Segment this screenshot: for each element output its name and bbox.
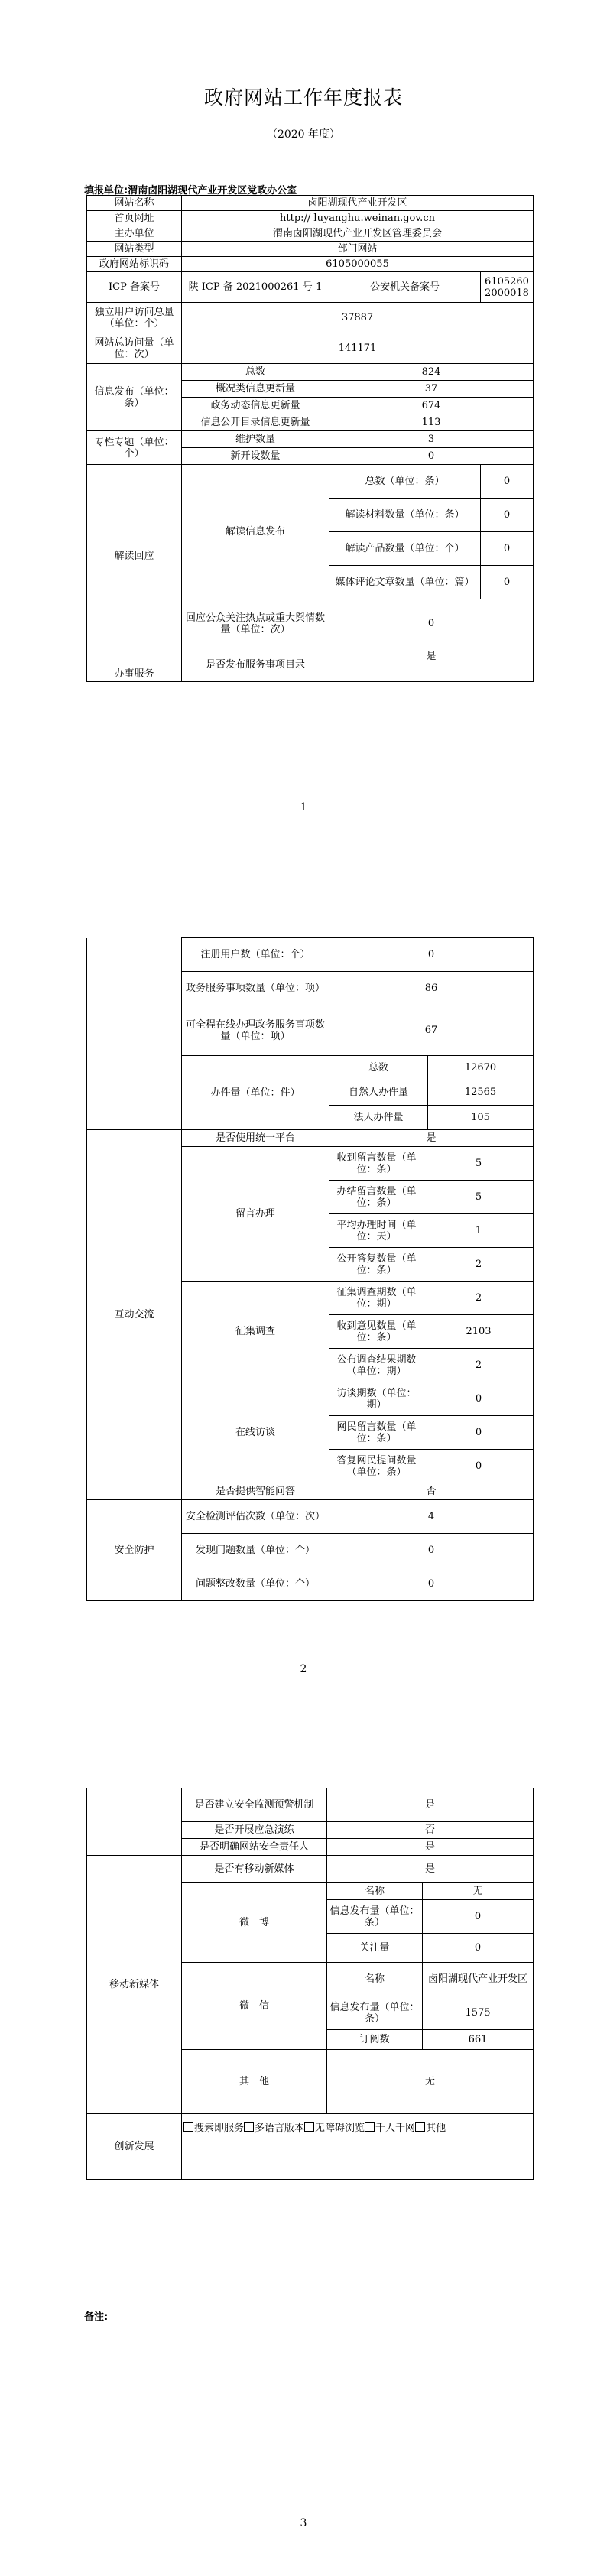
weibo-label: 微 博 <box>182 1883 327 1963</box>
total-visits-label: 网站总访问量（单位：次） <box>87 333 182 364</box>
talk-msgs-value: 0 <box>424 1416 534 1450</box>
catalog-update-value: 113 <box>329 414 534 431</box>
talk-count-value: 0 <box>424 1382 534 1416</box>
option-other[interactable]: 其他 <box>415 2123 446 2134</box>
option-accessibility[interactable]: 无障碍浏览 <box>304 2123 365 2134</box>
homepage-url-value: http:// luyanghu.weinan.gov.cn <box>182 211 534 226</box>
issues-fixed-label: 问题整改数量（单位：个） <box>182 1567 329 1601</box>
interpret-product-value: 0 <box>481 532 534 566</box>
response-value: 0 <box>329 599 534 648</box>
online-items-label: 可全程在线办理政务服务事项数量（单位：项） <box>182 1005 329 1056</box>
weibo-posts-label: 信息发布量（单位：条） <box>327 1900 423 1934</box>
news-update-value: 674 <box>329 398 534 414</box>
wechat-label: 微 信 <box>182 1963 327 2050</box>
innovation-options <box>182 2114 534 2180</box>
msg-received-value: 5 <box>424 1147 534 1181</box>
survey-opinions-value: 2103 <box>424 1315 534 1349</box>
survey-results-label: 公布调查结果期数（单位：期） <box>329 1349 424 1382</box>
interaction-label: 互动交流 <box>87 1130 182 1500</box>
interpret-product-label: 解读产品数量（单位：个） <box>329 532 481 566</box>
publish-label: 信息发布（单位：条） <box>87 364 182 431</box>
msg-public-value: 2 <box>424 1248 534 1282</box>
responsible-person-value: 是 <box>327 1839 534 1856</box>
special-maintain-label: 维护数量 <box>182 431 329 448</box>
security-checks-label: 安全检测评估次数（单位：次） <box>182 1500 329 1534</box>
weibo-name-value: 无 <box>423 1883 534 1900</box>
msg-days-label: 平均办理时间（单位：天） <box>329 1214 424 1248</box>
drill-label: 是否开展应急演练 <box>182 1822 327 1839</box>
weibo-follow-value: 0 <box>423 1934 534 1963</box>
news-update-label: 政务动态信息更新量 <box>182 398 329 414</box>
new-media-label: 移动新媒体 <box>87 1856 182 2114</box>
registered-users-label: 注册用户数（单位：个） <box>182 938 329 972</box>
survey-count-label: 征集调查期数（单位：期） <box>329 1282 424 1315</box>
security-label: 安全防护 <box>87 1500 182 1601</box>
security-label-p3 <box>87 1788 182 1856</box>
total-visits-value: 141171 <box>182 333 534 364</box>
option-personalized[interactable]: 千人千网 <box>365 2123 415 2134</box>
has-new-media-value: 是 <box>327 1856 534 1883</box>
wechat-name-label: 名称 <box>327 1963 423 1996</box>
site-type-value: 部门网站 <box>182 242 534 257</box>
weibo-posts-value: 0 <box>423 1900 534 1934</box>
wechat-subs-value: 661 <box>423 2030 534 2050</box>
smart-qa-label: 是否提供智能问答 <box>182 1483 329 1500</box>
unique-visitors-label: 独立用户访问总量（单位：个） <box>87 303 182 333</box>
publish-total-label: 总数 <box>182 364 329 381</box>
interpret-total-value: 0 <box>481 465 534 499</box>
survey-results-value: 2 <box>424 1349 534 1382</box>
online-interview-label: 在线访谈 <box>182 1382 329 1483</box>
service-catalog-value: 是 <box>329 648 534 682</box>
special-new-label: 新开设数量 <box>182 448 329 465</box>
host-org-label: 主办单位 <box>87 226 182 242</box>
cases-person-label: 自然人办件量 <box>329 1080 428 1106</box>
online-items-value: 67 <box>329 1005 534 1056</box>
responsible-person-label: 是否明确网站安全责任人 <box>182 1839 327 1856</box>
page-number-2: 2 <box>300 1663 307 1675</box>
monitor-label: 是否建立安全监测预警机制 <box>182 1788 327 1822</box>
remarks: 备注: <box>84 2311 109 2323</box>
page-number-3: 3 <box>300 2517 307 2529</box>
host-org-value: 渭南卤阳湖现代产业开发区管理委员会 <box>182 226 534 242</box>
wechat-posts-label: 信息发布量（单位：条） <box>327 1996 423 2030</box>
weibo-follow-label: 关注量 <box>327 1934 423 1963</box>
cases-person-value: 12565 <box>428 1080 534 1106</box>
report-table-page3 <box>86 1788 534 2180</box>
interpret-material-value: 0 <box>481 499 534 532</box>
smart-qa-value: 否 <box>329 1483 534 1500</box>
security-checks-value: 4 <box>329 1500 534 1534</box>
special-new-value: 0 <box>329 448 534 465</box>
interpret-publish-label: 解读信息发布 <box>182 465 329 599</box>
site-type-label: 网站类型 <box>87 242 182 257</box>
talk-count-label: 访谈期数（单位：期） <box>329 1382 424 1416</box>
other-media-label: 其 他 <box>182 2050 327 2114</box>
has-new-media-label: 是否有移动新媒体 <box>182 1856 327 1883</box>
police-record-label: 公安机关备案号 <box>329 272 481 303</box>
interpret-label: 解读回应 <box>87 465 182 648</box>
service-label-p2 <box>87 938 182 1130</box>
overview-update-label: 概况类信息更新量 <box>182 381 329 398</box>
wechat-subs-label: 订阅数 <box>327 2030 423 2050</box>
unified-platform-value: 是 <box>329 1130 534 1147</box>
drill-value: 否 <box>327 1822 534 1839</box>
checkbox-icon <box>183 2122 193 2132</box>
cases-total-value: 12670 <box>428 1056 534 1080</box>
msg-received-label: 收到留言数量（单位：条） <box>329 1147 424 1181</box>
icp-value: 陕 ICP 备 2021000261 号-1 <box>182 272 329 303</box>
issues-fixed-value: 0 <box>329 1567 534 1601</box>
talk-msgs-label: 网民留言数量（单位：条） <box>329 1416 424 1450</box>
cases-legal-label: 法人办件量 <box>329 1105 428 1129</box>
report-year: （2020 年度） <box>266 128 341 141</box>
site-name-label: 网站名称 <box>87 196 182 211</box>
talk-answers-label: 答复网民提问数量（单位：条） <box>329 1450 424 1483</box>
site-code-value: 6105000055 <box>182 257 534 272</box>
checkbox-icon <box>365 2122 375 2132</box>
wechat-posts-value: 1575 <box>423 1996 534 2030</box>
cases-label: 办件量（单位：件） <box>182 1056 329 1130</box>
monitor-value: 是 <box>327 1788 534 1822</box>
service-label-p1: 办事服务 <box>87 648 182 682</box>
checkbox-icon <box>304 2122 314 2132</box>
cases-total-label: 总数 <box>329 1056 428 1080</box>
interpret-material-label: 解读材料数量（单位：条） <box>329 499 481 532</box>
media-comment-label: 媒体评论文章数量（单位：篇） <box>329 566 481 599</box>
msg-days-value: 1 <box>424 1214 534 1248</box>
weibo-name-label: 名称 <box>327 1883 423 1900</box>
message-handling-label: 留言办理 <box>182 1147 329 1282</box>
site-name-value: 卤阳湖现代产业开发区 <box>182 196 534 211</box>
service-catalog-label: 是否发布服务事项目录 <box>182 648 329 682</box>
unified-platform-label: 是否使用统一平台 <box>182 1130 329 1147</box>
police-record-value: 61052602000018 <box>481 272 534 303</box>
homepage-url-label: 首页网址 <box>87 211 182 226</box>
report-table-page1 <box>86 195 534 682</box>
msg-done-value: 5 <box>424 1181 534 1214</box>
catalog-update-label: 信息公开目录信息更新量 <box>182 414 329 431</box>
wechat-name-value: 卤阳湖现代产业开发区 <box>423 1963 534 1996</box>
page-number-1: 1 <box>300 801 307 814</box>
media-comment-value: 0 <box>481 566 534 599</box>
report-table-page2 <box>86 937 534 1601</box>
survey-opinions-label: 收到意见数量（单位：条） <box>329 1315 424 1349</box>
msg-public-label: 公开答复数量（单位：条） <box>329 1248 424 1282</box>
icp-label: ICP 备案号 <box>87 272 182 303</box>
publish-total-value: 824 <box>329 364 534 381</box>
special-maintain-value: 3 <box>329 431 534 448</box>
response-label: 回应公众关注热点或重大舆情数量（单位：次） <box>182 599 329 648</box>
overview-update-value: 37 <box>329 381 534 398</box>
service-items-label: 政务服务事项数量（单位：项） <box>182 972 329 1005</box>
checkbox-icon <box>244 2122 254 2132</box>
talk-answers-value: 0 <box>424 1450 534 1483</box>
cases-subtable <box>329 1056 533 1129</box>
innovation-label: 创新发展 <box>87 2114 182 2180</box>
checkbox-icon <box>415 2122 425 2132</box>
survey-count-value: 2 <box>424 1282 534 1315</box>
service-items-value: 86 <box>329 972 534 1005</box>
other-media-value: 无 <box>327 2050 534 2114</box>
site-code-label: 政府网站标识码 <box>87 257 182 272</box>
unique-visitors-value: 37887 <box>182 303 534 333</box>
issues-found-value: 0 <box>329 1534 534 1567</box>
page-title: 政府网站工作年度报表 <box>203 86 403 109</box>
option-search-service[interactable]: 搜索即服务 <box>183 2123 244 2134</box>
option-multilingual[interactable]: 多语言版本 <box>244 2123 304 2134</box>
cases-legal-value: 105 <box>428 1105 534 1129</box>
issues-found-label: 发现问题数量（单位：个） <box>182 1534 329 1567</box>
special-column-label: 专栏专题（单位：个） <box>87 431 182 465</box>
survey-label: 征集调查 <box>182 1282 329 1382</box>
registered-users-value: 0 <box>329 938 534 972</box>
interpret-total-label: 总数（单位：条） <box>329 465 481 499</box>
reporting-unit: 填报单位:渭南卤阳湖现代产业开发区党政办公室 <box>84 185 297 197</box>
msg-done-label: 办结留言数量（单位：条） <box>329 1181 424 1214</box>
